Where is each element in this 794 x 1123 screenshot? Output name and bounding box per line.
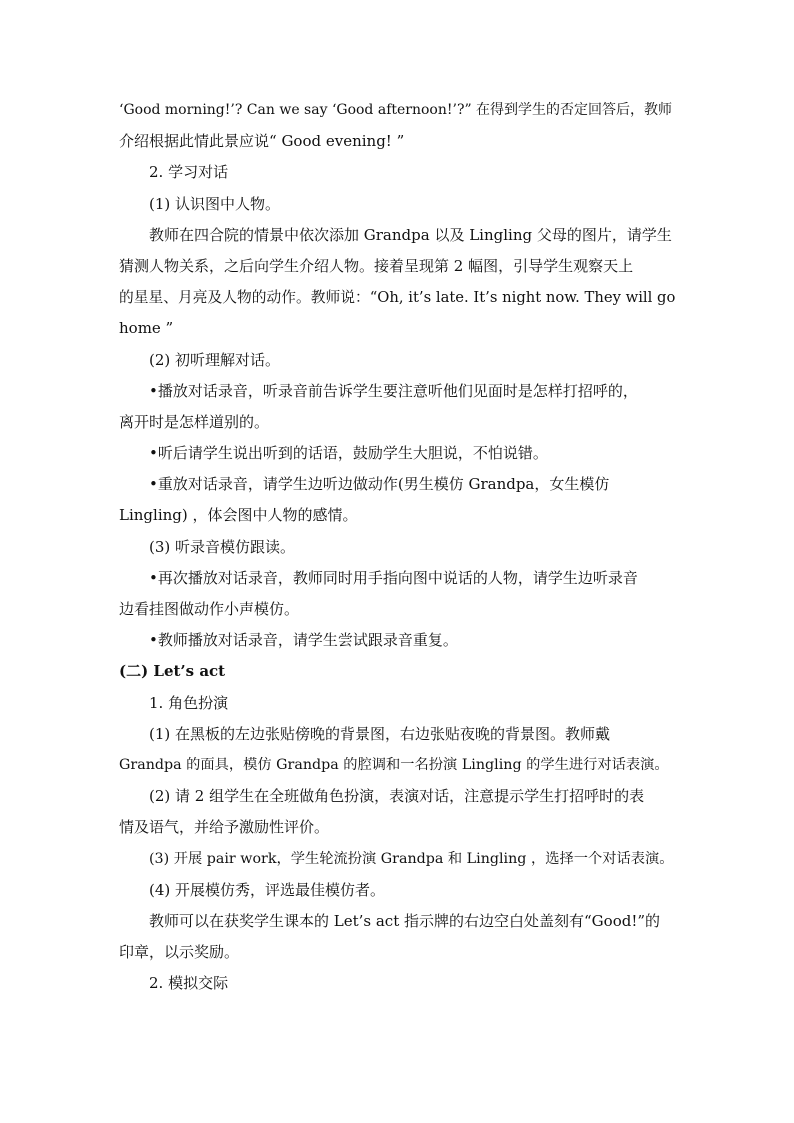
- subsection-heading: (1) 认识图中人物。: [149, 194, 281, 213]
- text-line: (2) 请 2 组学生在全班做角色扮演，表演对话，注意提示学生打招呼时的表: [149, 787, 645, 806]
- text-line: (1) 在黑板的左边张贴傍晚的背景图，右边张贴夜晚的背景图。教师戴: [149, 724, 611, 743]
- bullet-item: •再次播放对话录音，教师同时用手指向图中说话的人物，请学生边听录音: [149, 568, 638, 587]
- text-line: 教师在四合院的情景中依次添加 Grandpa 以及 Lingling 父母的图片，请学生: [149, 225, 672, 244]
- text-line: 离开时是怎样道别的。: [119, 412, 270, 431]
- text-line: ‘Good morning!’? Can we say ‘Good afternoon!’?” 在得到学生的否定回答后，教师: [119, 102, 673, 118]
- text-line: home ”: [119, 319, 174, 338]
- section-heading: 2. 学习对话: [149, 163, 229, 182]
- text-line: 教师可以在获奖学生课本的 Let’s act 指示牌的右边空白处盖刻有“Good!”的: [149, 911, 661, 930]
- text-line: 的星星、月亮及人物的动作。教师说：“Oh, it’s late. It’s night now. They will go: [119, 289, 676, 307]
- text-line: 印章，以示奖励。: [119, 943, 240, 962]
- text-line: 情及语气，并给予激励性评价。: [119, 818, 330, 837]
- bullet-item: •重放对话录音，请学生边听边做动作(男生模仿 Grandpa，女生模仿: [149, 475, 610, 494]
- text-line: 边看挂图做动作小声模仿。: [119, 600, 300, 618]
- text-line: Grandpa 的面具，模仿 Grandpa 的腔调和一名扮演 Lingling 的学生进行对话表演。: [119, 756, 669, 773]
- subsection-heading: (3) 听录音模仿跟读。: [149, 537, 296, 556]
- bullet-item: •教师播放对话录音，请学生尝试跟录音重复。: [149, 631, 458, 650]
- bullet-item: •听后请学生说出听到的话语，鼓励学生大胆说，不怕说错。: [149, 444, 548, 463]
- part-heading: (二) Let’s act: [119, 662, 226, 681]
- text-line: Lingling) ，体会图中人物的感情。: [119, 506, 358, 525]
- bullet-item: •播放对话录音，听录音前告诉学生要注意听他们见面时是怎样打招呼的，: [149, 381, 638, 400]
- text-line: 猜测人物关系，之后向学生介绍人物。接着呈现第 2 幅图，引导学生观察天上: [119, 256, 634, 275]
- subsection-heading: (2) 初听理解对话。: [149, 350, 281, 369]
- section-heading: 2. 模拟交际: [149, 974, 229, 993]
- text-line: (4) 开展模仿秀，评选最佳模仿者。: [149, 880, 386, 899]
- text-line: 介绍根据此情此景应说“ Good evening! ”: [119, 132, 405, 151]
- section-heading: 1. 角色扮演: [149, 693, 229, 712]
- document-body: [119, 95, 675, 999]
- text-line: (3) 开展 pair work，学生轮流扮演 Grandpa 和 Lingling ，选择一个对话表演。: [149, 850, 674, 867]
